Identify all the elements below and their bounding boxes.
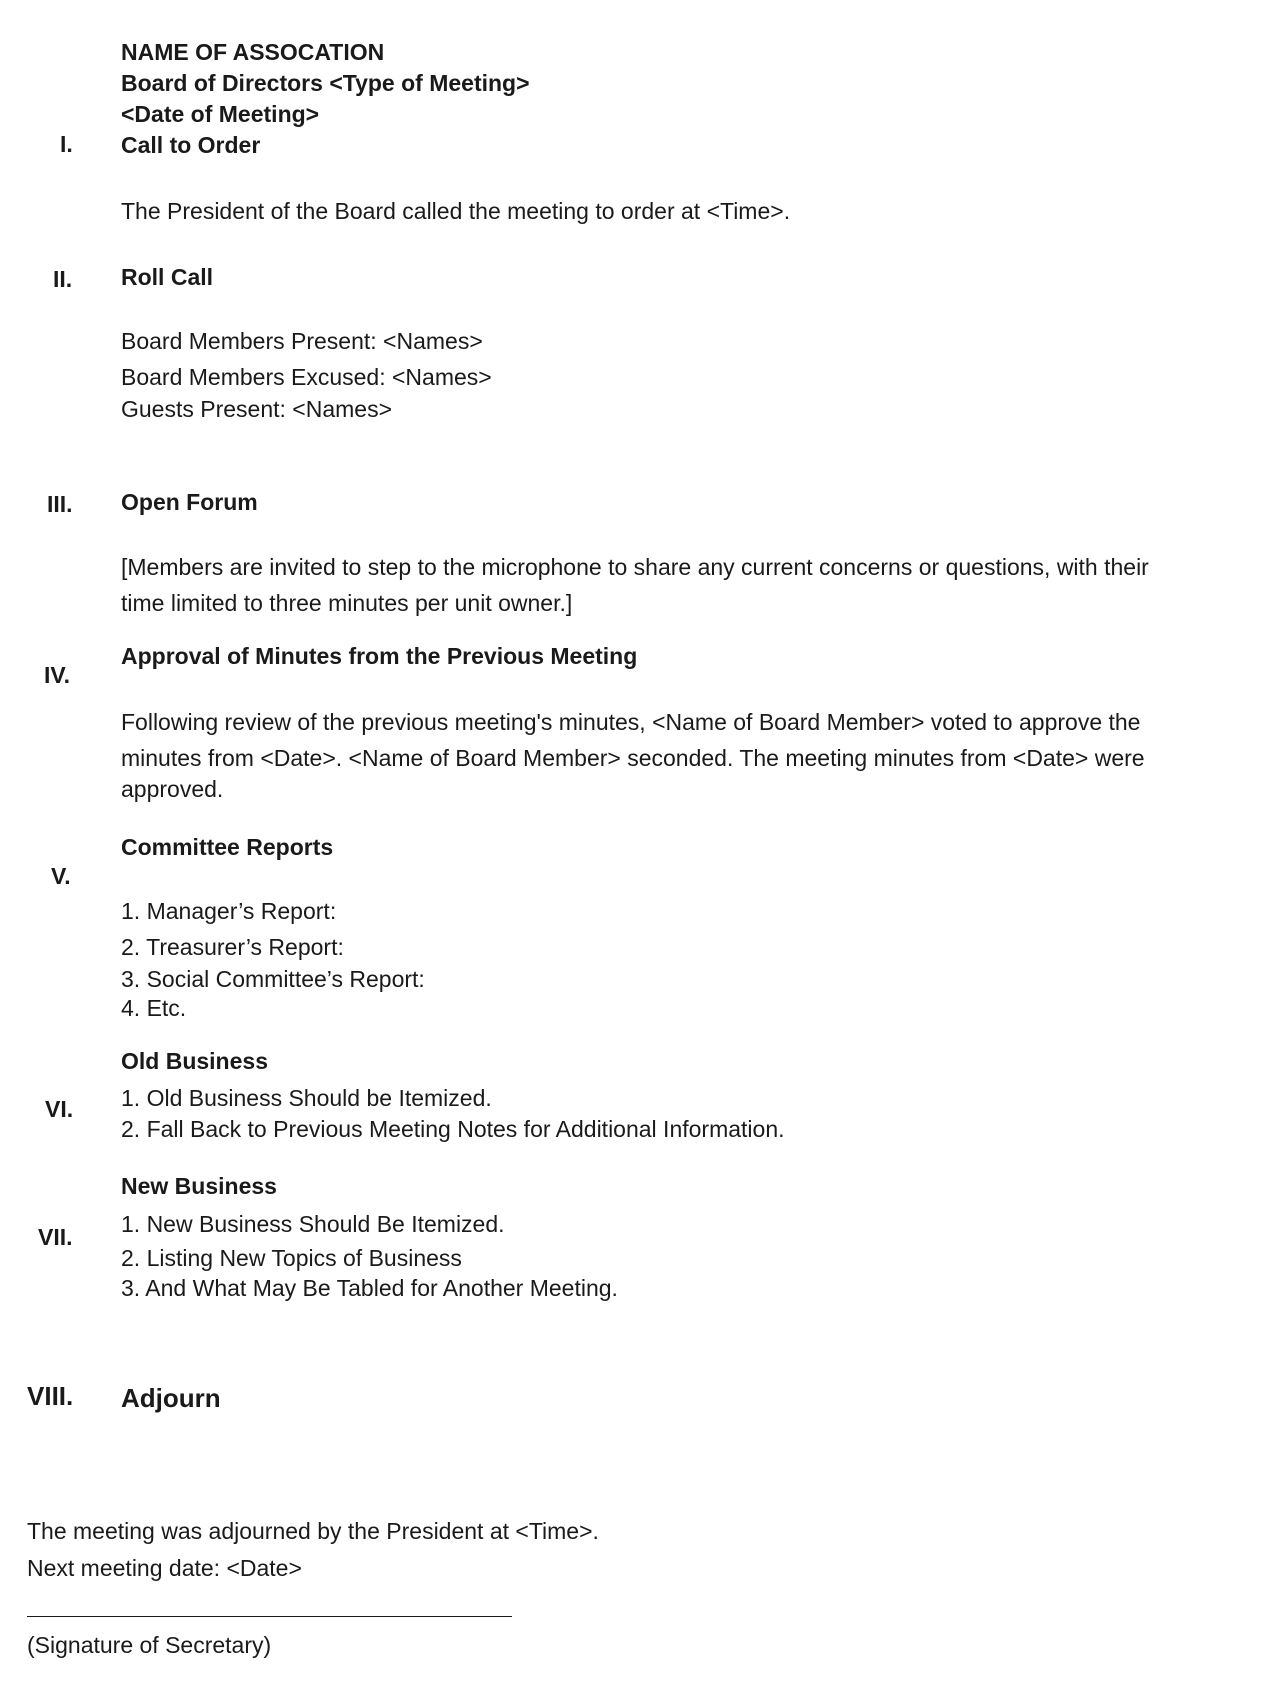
section-numeral: II. (53, 266, 73, 292)
section-numeral: I. (60, 131, 73, 157)
section-text: approved. (121, 776, 224, 802)
section-numeral: III. (47, 491, 73, 517)
section-numeral: VIII. (27, 1381, 74, 1411)
section-text: Following review of the previous meeting's minutes, <Name of Board Member> voted to approve the (121, 709, 1141, 735)
section-text: Board Members Excused: <Names> (121, 364, 492, 390)
list-item: 1. New Business Should Be Itemized. (121, 1211, 505, 1237)
association-name: NAME OF ASSOCATION (121, 39, 385, 65)
list-item: 2. Treasurer’s Report: (121, 934, 344, 960)
signature-label: (Signature of Secretary) (27, 1632, 272, 1658)
list-item: 3. Social Committee’s Report: (121, 966, 425, 992)
section-text: [Members are invited to step to the microphone to share any current concerns or questions, with their (121, 554, 1149, 580)
section-numeral: VI. (45, 1096, 74, 1122)
list-item: 2. Listing New Topics of Business (121, 1245, 462, 1271)
section-title: Call to Order (121, 132, 261, 158)
section-title: Approval of Minutes from the Previous Meeting (121, 643, 638, 669)
section-numeral: IV. (44, 662, 71, 688)
section-text: Guests Present: <Names> (121, 396, 393, 422)
section-text: The President of the Board called the meeting to order at <Time>. (121, 198, 791, 224)
section-text: minutes from <Date>. <Name of Board Member> seconded. The meeting minutes from <Date> were (121, 745, 1145, 771)
list-item: 1. Old Business Should be Itemized. (121, 1085, 492, 1111)
meeting-type: Board of Directors <Type of Meeting> (121, 70, 530, 96)
section-text: Board Members Present: <Names> (121, 328, 483, 354)
section-numeral: V. (51, 863, 71, 889)
next-meeting-text: Next meeting date: <Date> (27, 1555, 302, 1581)
list-item: 4. Etc. (121, 995, 187, 1021)
signature-line (27, 1616, 512, 1617)
section-numeral: VII. (38, 1224, 73, 1250)
list-item: 3. And What May Be Tabled for Another Meeting. (121, 1275, 618, 1301)
section-title: Committee Reports (121, 834, 334, 860)
section-title: New Business (121, 1173, 277, 1199)
section-text: time limited to three minutes per unit owner.] (121, 590, 573, 616)
section-title: Open Forum (121, 489, 258, 515)
list-item: 1. Manager’s Report: (121, 898, 337, 924)
adjourned-text: The meeting was adjourned by the President at <Time>. (27, 1518, 599, 1544)
section-title: Old Business (121, 1048, 268, 1074)
list-item: 2. Fall Back to Previous Meeting Notes for Additional Information. (121, 1116, 785, 1142)
meeting-date: <Date of Meeting> (121, 101, 320, 127)
section-title: Adjourn (121, 1383, 221, 1413)
section-title: Roll Call (121, 264, 214, 290)
